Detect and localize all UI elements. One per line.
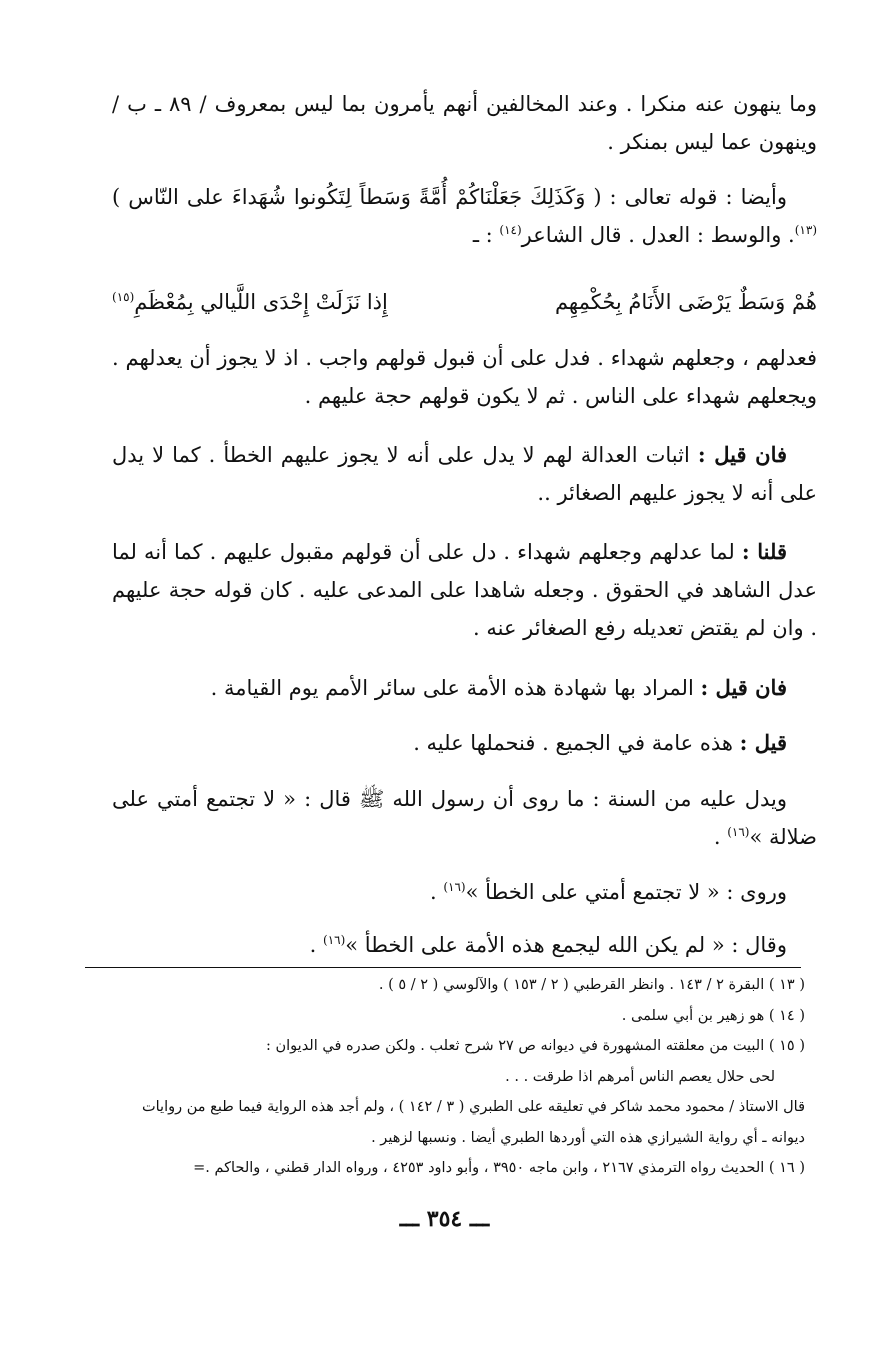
- main-text-5: [112, 533, 817, 647]
- paragraph-8: [112, 780, 817, 856]
- main-text: [112, 85, 817, 161]
- paragraph-2-tail: . والوسط : العدل . قال الشاعر: [521, 223, 795, 247]
- main-text-4: [112, 436, 817, 512]
- footnote-ref-14[interactable]: (١٤): [499, 223, 522, 237]
- footnote-14: ( ١٤ ) هو زهير بن أبي سلمى .: [621, 1007, 805, 1024]
- reply-lead: قلنا :: [741, 539, 787, 564]
- paragraph-8-text: ويدل عليه من السنة : ما روى أن رسول الله ﷺ قال : « لا تجتمع أمتي على ضلالة »: [112, 787, 817, 849]
- paragraph-7: [112, 724, 817, 762]
- verse-first-hemistich: هُمْ وَسَطٌ يَرْضَى الأَنَامُ بِحُكْمِهِم: [554, 290, 817, 314]
- footnote-separator: [85, 967, 801, 968]
- paragraph-7-text: هذه عامة في الجميع . فنحملها عليه .: [413, 731, 733, 755]
- main-text-10: [112, 926, 817, 964]
- main-text-7: [112, 724, 817, 762]
- paragraph-2-end: : ـ: [472, 223, 493, 247]
- paragraph-2: [112, 178, 817, 254]
- paragraph-9-end: .: [429, 880, 437, 904]
- objection-lead: فان قيل :: [697, 442, 788, 467]
- footnotes: [112, 970, 805, 1184]
- paragraph-6-text: المراد بها شهادة هذه الأمة على سائر الأمم يوم القيامة .: [210, 676, 694, 700]
- paragraph-9-text: وروى : « لا تجتمع أمتي على الخطأ »: [465, 880, 787, 904]
- main-text-3: [112, 339, 817, 415]
- page-number: ـــ ٣٥٤ ـــ: [399, 1206, 490, 1232]
- verse-second-hemistich: [112, 283, 388, 321]
- footnote-15: ( ١٥ ) البيت من معلقته المشهورة في ديوانه ص ٢٧ شرح ثعلب . ولكن صدره في الديوان :: [266, 1038, 805, 1054]
- paragraph-1: وما ينهون عنه منكرا . وعند المخالفين أنهم يأمرون بما ليس بمعروف / ٨٩ ـ ب / وينهون عما ليس بمنكر .: [112, 92, 817, 154]
- paragraph-4-text: اثبات العدالة لهم لا يدل على أنه لا يجوز عليهم الخطأ . كما لا يدل على أنه لا يجوز عليهم الصغائر ..: [112, 443, 817, 505]
- footnote-15-verse: لحى حلال يعصم الناس أمرهم اذا طرقت . . .: [505, 1068, 775, 1085]
- footnote-15-commentary: قال الاستاذ / محمود محمد شاكر في تعليقه على الطبري ( ٣ / ١٤٢ ) ، ولم أجد هذه الرواية فيما طبع من روايات ديوانه ـ أي رواية الشيرازي هذه التي أوردها الطبري أيضا . ونسبها لزهير .: [141, 1099, 805, 1146]
- main-text-2: [112, 178, 817, 254]
- paragraph-4: [112, 436, 817, 512]
- paragraph-10-text: وقال : « لم يكن الله ليجمع هذه الأمة على الخطأ »: [345, 933, 787, 957]
- paragraph-10: [112, 926, 817, 964]
- quran-quote: وأيضا : قوله تعالى : ( وَكَذَلِكَ جَعَلْنَاكُمْ أُمَّةً وَسَطاً لِتَكُونوا شُهَداءَ على النّاس ): [112, 185, 787, 209]
- footnote-16: ( ١٦ ) الحديث رواه الترمذي ٢١٦٧ ، وابن ماجه ٣٩٥٠ ، وأبو داود ٤٢٥٣ ، ورواه الدار قطني ، والحاكم .=: [193, 1160, 805, 1176]
- paragraph-3: فعدلهم ، وجعلهم شهداء . فدل على أن قبول قولهم واجب . اذ لا يجوز أن يعدلهم . ويجعلهم شهداء على الناس . ثم لا يكون قولهم حجة عليهم .: [112, 346, 817, 408]
- main-text-8: [112, 780, 817, 856]
- footnote-ref-13[interactable]: (١٣): [794, 223, 817, 237]
- footnote-ref-16b[interactable]: (١٦): [443, 880, 466, 894]
- footnote-ref-16[interactable]: (١٦): [727, 825, 750, 839]
- paragraph-9: [112, 873, 817, 911]
- paragraph-8-end: .: [713, 825, 721, 849]
- paragraph-5-text: لما عدلهم وجعلهم شهداء . دل على أن قولهم مقبول عليهم . كما أنه لما عدل الشاهد في الحقوق . وجعله شاهدا على المدعى عليه . كان قوله حجة عليهم . وان لم يقتض تعديله رفع الصغائر عنه .: [112, 540, 817, 640]
- verse-second-text: إِذا نَزَلَتْ إِحْدَى اللَّيالي بِمُعْظَمِ: [134, 290, 388, 314]
- footnote-13: ( ١٣ ) البقرة ٢ / ١٤٣ . وانظر القرطبي ( ٢ / ١٥٣ ) والآلوسي ( ٢ / ٥ ) .: [378, 977, 805, 993]
- paragraph-10-end: .: [309, 933, 317, 957]
- main-text-6: [112, 669, 817, 707]
- footnote-ref-15[interactable]: (١٥): [112, 290, 135, 304]
- poetry-verse: [112, 283, 817, 321]
- objection-lead-2: فان قيل :: [700, 675, 787, 700]
- main-text-9: [112, 873, 817, 911]
- footnote-ref-16c[interactable]: (١٦): [323, 933, 346, 947]
- paragraph-6: [112, 669, 817, 707]
- reply-lead-2: قيل :: [739, 730, 787, 755]
- paragraph-5: [112, 533, 817, 647]
